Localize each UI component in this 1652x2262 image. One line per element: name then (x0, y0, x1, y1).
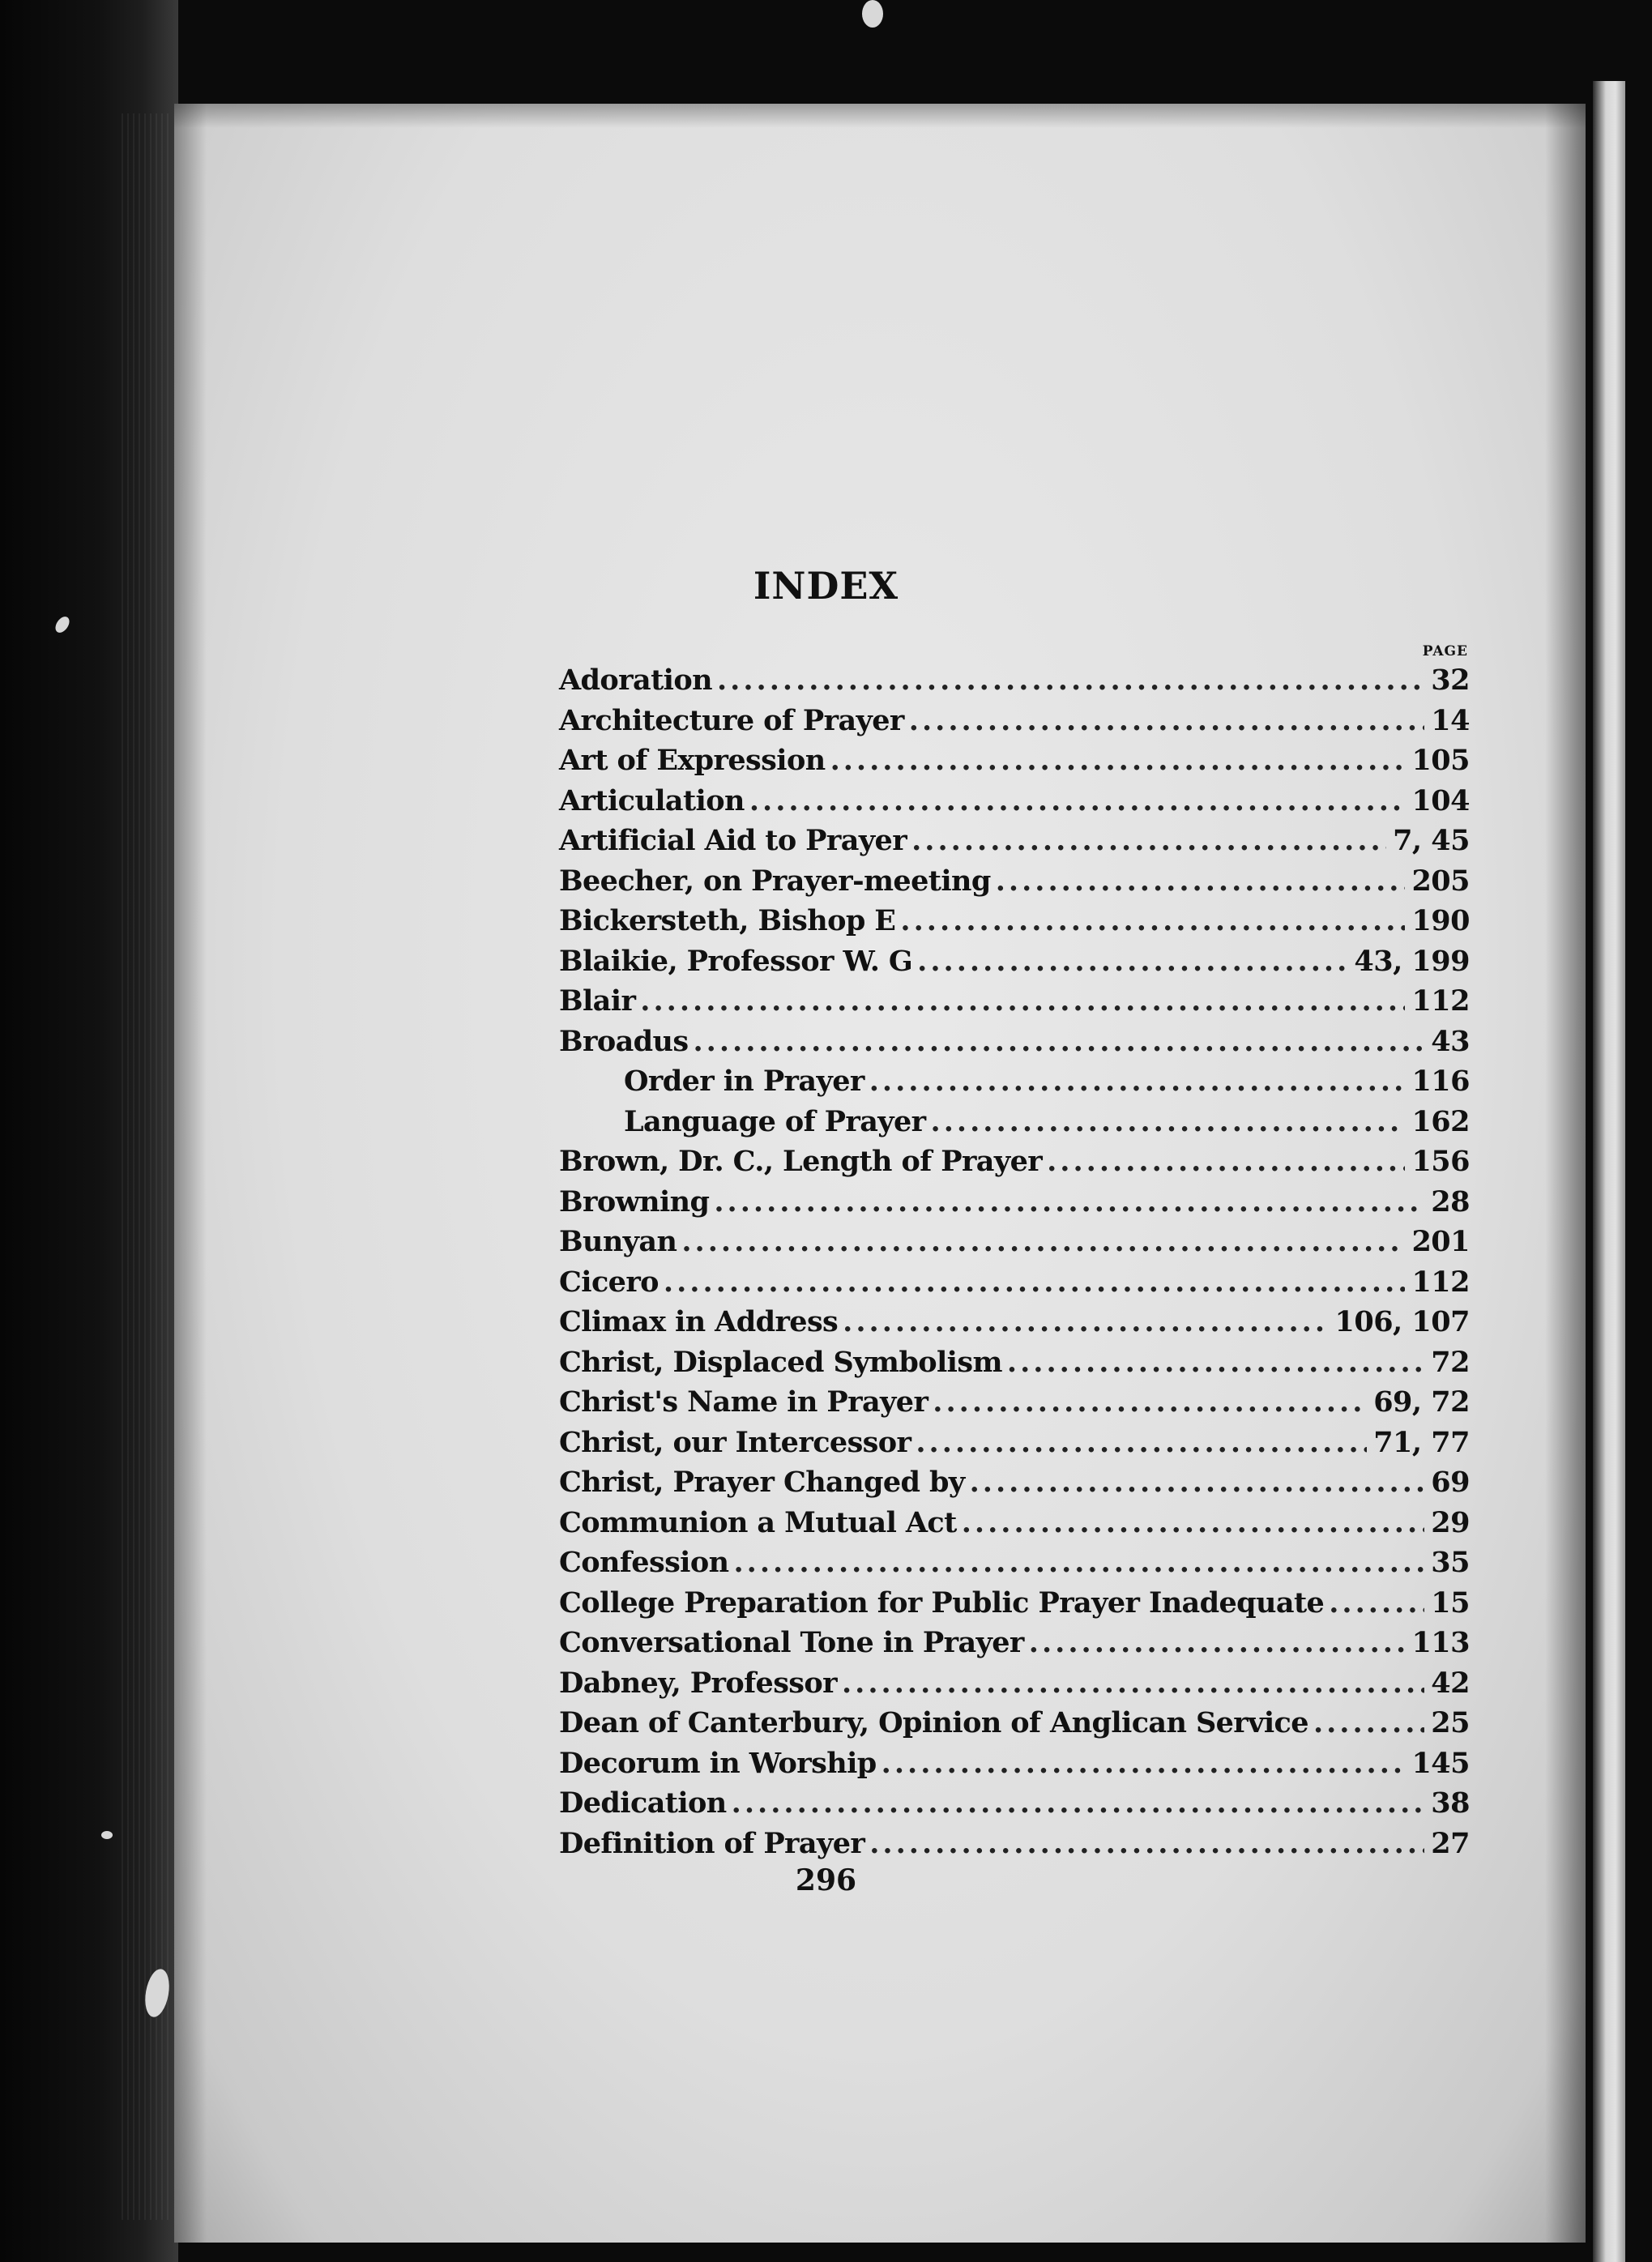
index-entry (559, 1462, 1470, 1503)
dot-leader (1329, 1583, 1424, 1624)
entry-term: Dean of Canterbury, Opinion of Anglican Service (559, 1706, 1308, 1739)
entry-page-numbers: 162 (1411, 1104, 1470, 1138)
entry-term: Communion a Mutual Act (559, 1505, 957, 1539)
dust-speck (101, 1831, 113, 1839)
entry-page-numbers: 69 (1431, 1466, 1470, 1499)
index-entry (559, 1663, 1470, 1704)
index-entry (559, 740, 1470, 781)
dot-leader (916, 1423, 1367, 1463)
entry-page-numbers: 205 (1411, 864, 1470, 898)
index-entry (559, 1743, 1470, 1784)
entry-term: Language of Prayer (624, 1104, 926, 1138)
entry-page-numbers: 190 (1411, 904, 1470, 937)
index-entry (559, 981, 1470, 1022)
index-entry (559, 1703, 1470, 1743)
dot-leader (830, 740, 1406, 781)
page-column-heading: PAGE (1422, 643, 1468, 659)
entry-term: Confession (559, 1546, 729, 1579)
entry-page-numbers: 43, 199 (1354, 944, 1470, 978)
dot-leader (869, 1061, 1406, 1102)
index-entry (559, 1382, 1470, 1423)
index-entry (559, 1503, 1470, 1543)
entry-page-numbers: 71, 77 (1373, 1425, 1470, 1459)
entry-page-numbers: 7, 45 (1393, 824, 1470, 857)
book-binding-edge (0, 0, 178, 2262)
page-shadow-right (1545, 104, 1586, 2243)
entry-page-numbers: 104 (1411, 783, 1470, 817)
entry-page-numbers: 69, 72 (1373, 1385, 1470, 1419)
dot-leader (917, 941, 1347, 982)
entry-page-numbers: 25 (1431, 1706, 1470, 1739)
index-entry (559, 660, 1470, 701)
dot-leader (640, 981, 1405, 1022)
entry-page-numbers: 15 (1431, 1586, 1470, 1620)
entry-page-numbers: 38 (1431, 1786, 1470, 1820)
dot-leader (714, 1182, 1424, 1223)
entry-term: Blair (559, 984, 636, 1018)
dot-leader (681, 1222, 1405, 1262)
dot-leader (1007, 1342, 1424, 1383)
entry-page-numbers: 116 (1411, 1065, 1470, 1098)
entry-term: Order in Prayer (624, 1065, 864, 1098)
dot-leader (732, 1783, 1425, 1824)
entry-page-numbers: 28 (1431, 1184, 1470, 1218)
dot-leader (733, 1543, 1424, 1583)
entry-term: Browning (559, 1184, 710, 1218)
index-entry (559, 701, 1470, 741)
dot-leader (970, 1462, 1425, 1503)
entry-term: Conversational Tone in Prayer (559, 1626, 1024, 1659)
entry-term: Christ, Displaced Symbolism (559, 1345, 1002, 1379)
entry-page-numbers: 156 (1411, 1145, 1470, 1178)
entry-page-numbers: 72 (1431, 1345, 1470, 1379)
entry-term: Bickersteth, Bishop E (559, 904, 896, 937)
index-entry-list (559, 660, 1470, 1863)
entry-term: Dedication (559, 1786, 727, 1820)
index-entry (559, 1142, 1470, 1182)
index-entry (559, 1262, 1470, 1303)
entry-page-numbers: 145 (1411, 1746, 1470, 1780)
index-entry (559, 1423, 1470, 1463)
dot-leader (931, 1102, 1406, 1142)
page-shadow-top (174, 104, 1586, 128)
entry-page-numbers: 29 (1431, 1505, 1470, 1539)
index-entry (559, 861, 1470, 902)
entry-term: Dabney, Professor (559, 1666, 837, 1700)
dot-leader (933, 1382, 1367, 1423)
dot-leader (881, 1743, 1406, 1784)
page-number: 296 (795, 1863, 857, 1897)
entry-term: Bunyan (559, 1225, 677, 1258)
index-entry (559, 901, 1470, 941)
dot-leader (1313, 1703, 1424, 1743)
entry-term: Beecher, on Prayer-meeting (559, 864, 991, 898)
entry-term: Blaikie, Professor W. G (559, 944, 913, 978)
entry-page-numbers: 106, 107 (1334, 1305, 1470, 1338)
entry-term: Brown, Dr. C., Length of Prayer (559, 1145, 1043, 1178)
index-entry (559, 941, 1470, 982)
entry-term: Definition of Prayer (559, 1826, 865, 1860)
index-entry (559, 1824, 1470, 1864)
entry-page-numbers: 112 (1411, 984, 1470, 1018)
index-entry (559, 1543, 1470, 1583)
dot-leader (909, 701, 1425, 741)
entry-term: Decorum in Worship (559, 1746, 877, 1780)
entry-page-numbers: 201 (1411, 1225, 1470, 1258)
entry-page-numbers: 27 (1431, 1826, 1470, 1860)
entry-term: Climax in Address (559, 1305, 839, 1338)
index-entry (559, 1182, 1470, 1223)
entry-term: Artificial Aid to Prayer (559, 824, 907, 857)
entry-term: Christ, our Intercessor (559, 1425, 911, 1459)
index-entry (559, 1222, 1470, 1262)
entry-term: Christ, Prayer Changed by (559, 1466, 965, 1499)
dot-leader (1029, 1623, 1406, 1663)
dot-leader (911, 821, 1386, 861)
index-entry (559, 1623, 1470, 1663)
index-subentry (559, 1102, 1470, 1142)
dot-leader (717, 660, 1424, 701)
dust-speck (862, 0, 883, 28)
entry-term: Art of Expression (559, 744, 826, 777)
dot-leader (693, 1022, 1424, 1062)
entry-page-numbers: 35 (1431, 1546, 1470, 1579)
entry-term: Christ's Name in Prayer (559, 1385, 928, 1419)
entry-term: College Preparation for Public Prayer Inadequate (559, 1586, 1325, 1620)
entry-term: Cicero (559, 1265, 659, 1299)
dot-leader (664, 1262, 1406, 1303)
index-entry (559, 1022, 1470, 1062)
index-entry (559, 1302, 1470, 1342)
entry-page-numbers: 14 (1431, 703, 1470, 737)
entry-page-numbers: 32 (1431, 664, 1470, 697)
entry-term: Architecture of Prayer (559, 703, 904, 737)
index-entry (559, 821, 1470, 861)
index-entry (559, 781, 1470, 822)
dot-leader (869, 1824, 1424, 1864)
dot-leader (749, 781, 1406, 822)
entry-page-numbers: 112 (1411, 1265, 1470, 1299)
index-subentry (559, 1061, 1470, 1102)
entry-term: Adoration (559, 664, 712, 697)
dot-leader (1047, 1142, 1405, 1182)
index-title: INDEX (753, 564, 899, 608)
dot-leader (900, 901, 1405, 941)
dot-leader (962, 1503, 1425, 1543)
page-shadow-left (174, 104, 207, 2243)
dot-leader (996, 861, 1406, 902)
dot-leader (842, 1663, 1424, 1704)
entry-page-numbers: 105 (1411, 744, 1470, 777)
facing-page-edge (1593, 81, 1625, 2262)
entry-page-numbers: 43 (1431, 1024, 1470, 1058)
binding-texture (122, 113, 170, 2220)
index-entry (559, 1583, 1470, 1624)
entry-page-numbers: 42 (1431, 1666, 1470, 1700)
entry-term: Broadus (559, 1024, 689, 1058)
index-entry (559, 1342, 1470, 1383)
entry-term: Articulation (559, 783, 745, 817)
dot-leader (843, 1302, 1328, 1342)
index-entry (559, 1783, 1470, 1824)
entry-page-numbers: 113 (1411, 1626, 1470, 1659)
